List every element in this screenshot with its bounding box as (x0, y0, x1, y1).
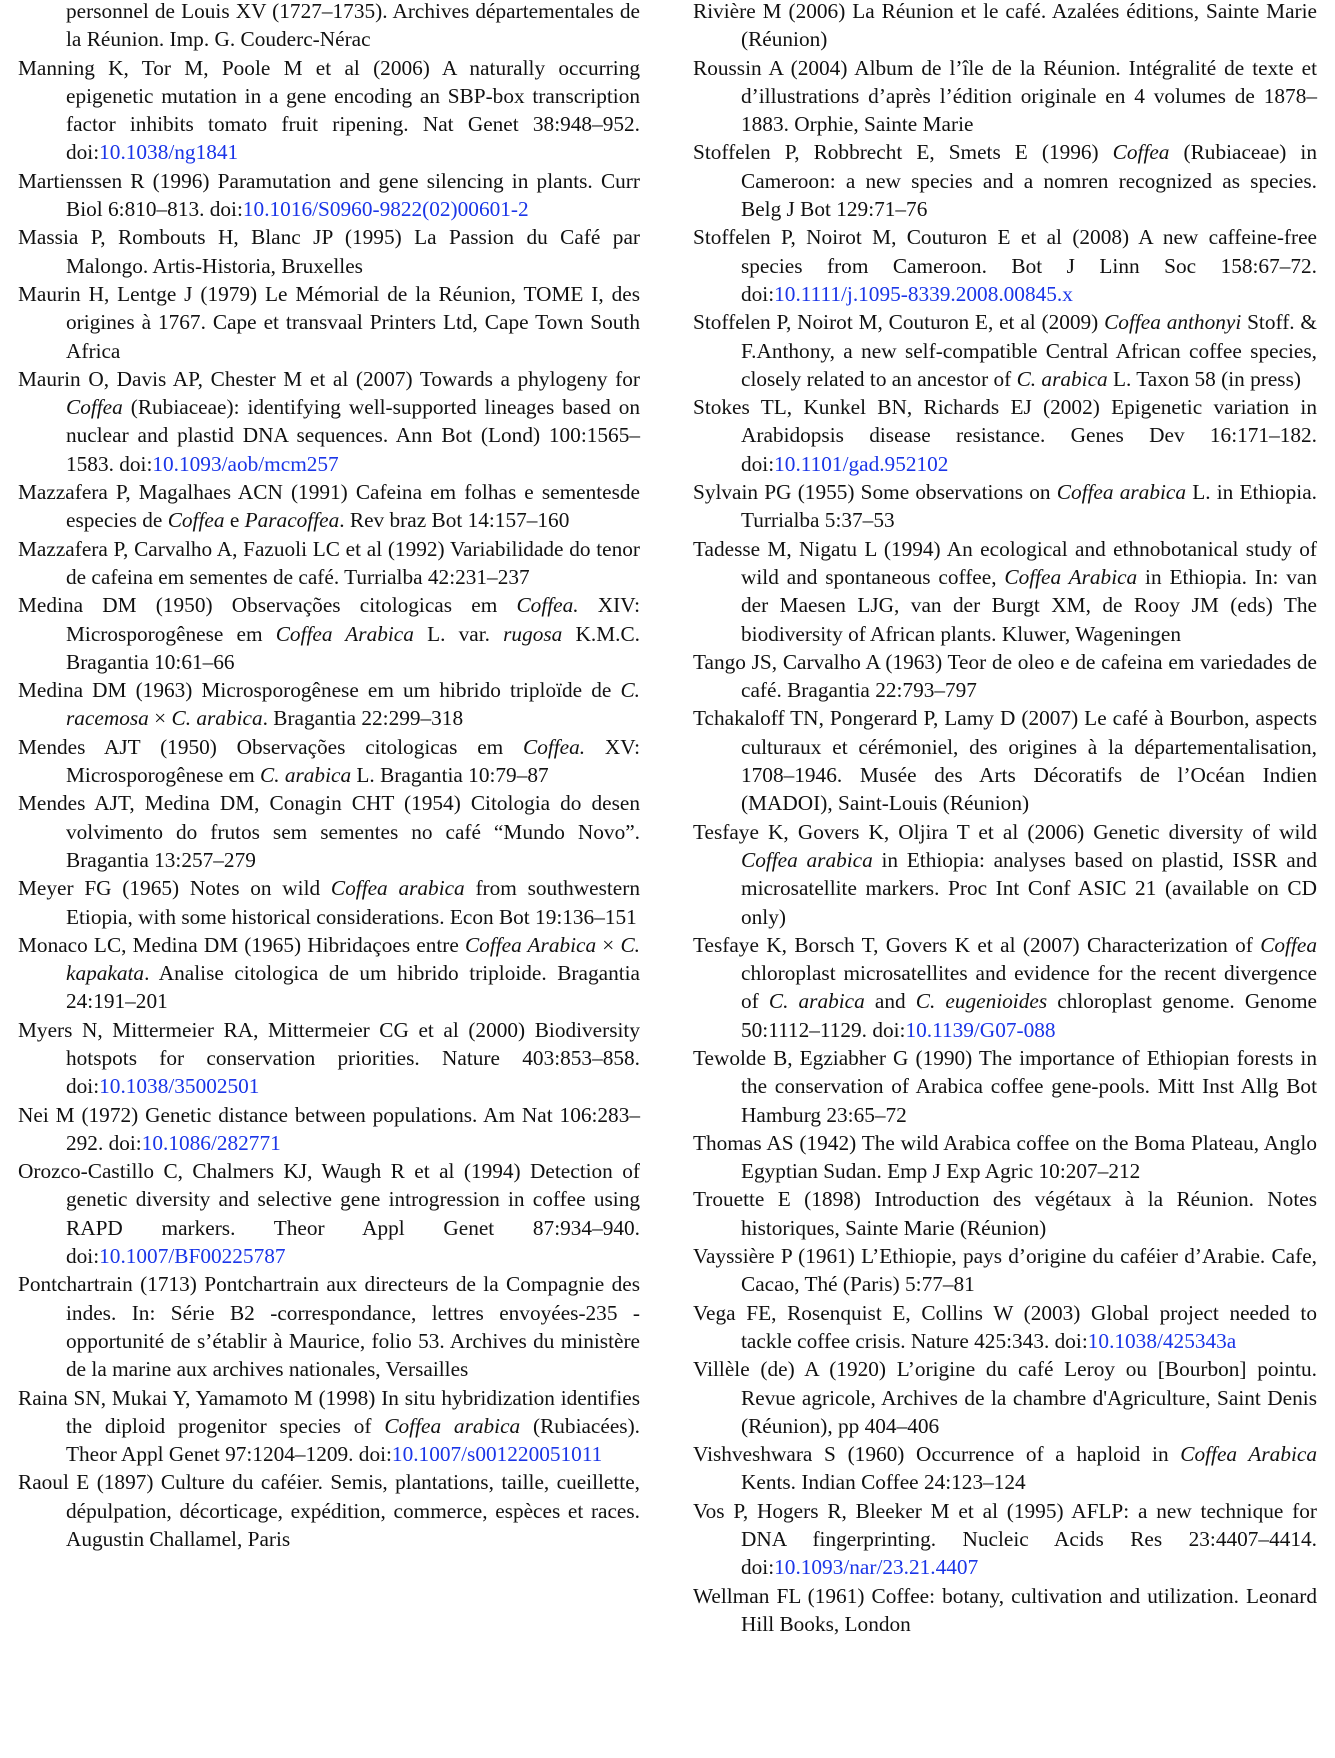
reference-text: Stokes TL, Kunkel BN, Richards EJ (2002) Epigenetic variation in Arabidopsis disease resistance. Genes Dev 16:171–182. doi: (693, 395, 1317, 476)
reference-text: Mendes AJT, Medina DM, Conagin CHT (1954) Citologia do desen volvimento do frutos sem sementes no café “Mundo Novo”. Bragantia 13:257–279 (18, 791, 640, 872)
reference-entry (18, 280, 640, 365)
italic-taxon-text: C. arabica (259, 763, 352, 788)
italic-taxon-text: Coffea. (516, 593, 579, 618)
italic-taxon-text: Coffea Arabica (1004, 564, 1138, 589)
reference-entry (18, 1468, 640, 1553)
doi-link[interactable]: 10.1111/j.1095-8339.2008.00845.x (774, 281, 1073, 306)
reference-entry (693, 1582, 1317, 1639)
italic-taxon-text: Coffea anthonyi (1104, 310, 1242, 335)
reference-text: Stoffelen P, Noirot M, Couturon E, et al (2009) (693, 310, 1105, 335)
reference-entry (18, 167, 640, 224)
reference-entry (18, 54, 640, 167)
reference-text: (Rubiaceae) in Cameroon: a new species and a nomren recognized as species. Belg J Bot 129:71–76 (741, 140, 1317, 222)
reference-text: Monaco LC, Medina DM (1965) Hibridaçoes entre (18, 932, 465, 957)
reference-text: XIV: Microsporogênese em (66, 593, 640, 646)
reference-text: personnel de Louis XV (1727–1735). Archives départementales de la Réunion. Imp. G. Couderc-Nérac (66, 0, 640, 52)
reference-entry (693, 1299, 1317, 1356)
reference-text: L. Taxon 58 (in press) (1107, 366, 1301, 391)
reference-entry (18, 223, 640, 280)
reference-entry (693, 1185, 1317, 1242)
reference-text: Roussin A (2004) Album de l’île de la Réunion. Intégralité de texte et d’illustrations d’après l’édition originale en 4 volumes de 1878–1883. Orphie, Sainte Marie (693, 55, 1317, 137)
reference-entry (693, 818, 1317, 931)
reference-text: Vishveshwara S (1960) Occurrence of a haploid in (693, 1442, 1181, 1467)
italic-taxon-text: C. eugenioides (915, 989, 1048, 1014)
reference-text: Stoff. & F.Anthony, a new self-compatible Central African coffee species, closely related to an ancestor of (741, 310, 1317, 391)
doi-link[interactable]: 10.1016/S0960-9822(02)00601-2 (242, 197, 529, 222)
reference-entry (18, 931, 640, 1016)
italic-taxon-text: Coffea Arabica (464, 932, 597, 957)
doi-link[interactable]: 10.1007/BF00225787 (99, 1244, 286, 1269)
reference-entry (693, 1440, 1317, 1497)
reference-entry (693, 1242, 1317, 1299)
doi-link[interactable]: 10.1093/nar/23.21.4407 (774, 1555, 979, 1580)
italic-taxon-text: C. racemosa (66, 678, 640, 731)
italic-taxon-text: C. arabica (171, 706, 263, 731)
reference-entry (693, 535, 1317, 648)
reference-text: L. Bragantia 10:79–87 (351, 763, 549, 788)
reference-entry (693, 393, 1317, 478)
reference-entry (18, 1157, 640, 1270)
reference-text: Medina DM (1950) Observações citologicas em (18, 593, 517, 618)
reference-text: Sylvain PG (1955) Some observations on (693, 480, 1057, 505)
reference-entry (693, 1129, 1317, 1186)
reference-text: . Rev braz Bot 14:157–160 (339, 508, 570, 533)
reference-entry (18, 874, 640, 931)
italic-taxon-text: C. arabica (768, 989, 865, 1014)
doi-link[interactable]: 10.1139/G07-088 (905, 1017, 1056, 1042)
reference-text: Trouette E (1898) Introduction des végétaux à la Réunion. Notes historiques, Sainte Marie (Réunion) (693, 1187, 1317, 1240)
reference-entry (18, 1101, 640, 1158)
reference-text: Tchakaloff TN, Pongerard P, Lamy D (2007) Le café à Bourbon, aspects culturaux et cérémoniel, des origines à la départementalisation, 1708–1946. Musée des Arts Décoratifs de l’Océan Indien (MADOI), Saint-Louis (Réunion) (693, 706, 1317, 816)
reference-entry (18, 535, 640, 592)
reference-text: Maurin H, Lentge J (1979) Le Mémorial de la Réunion, TOME I, des origines à 1767. Cape et transvaal Printers Ltd, Cape Town South Africa (18, 281, 640, 363)
reference-entry (693, 1044, 1317, 1129)
reference-text: Vayssière P (1961) L’Ethiopie, pays d’origine du caféier d’Arabie. Cafe, Cacao, Thé (Paris) 5:77–81 (693, 1244, 1317, 1297)
italic-taxon-text: Coffea (1112, 140, 1170, 165)
reference-text: Meyer FG (1965) Notes on wild (18, 876, 331, 901)
reference-text: chloroplast microsatellites and evidence for the recent divergence of (741, 961, 1317, 1014)
reference-text: Myers N, Mittermeier RA, Mittermeier CG et al (2000) Biodiversity hotspots for conservation priorities. Nature 403:853–858. doi: (18, 1017, 640, 1099)
reference-text: and (864, 989, 916, 1014)
reference-text: Mendes AJT (1950) Observações citologicas em (18, 734, 523, 759)
reference-text: . Analise citologica de um hibrido triploide. Bragantia 24:191–201 (66, 961, 640, 1014)
reference-text: in Ethiopia. In: van der Maesen LJG, van der Burgt XM, de Rooy JM (eds) The biodiversity of African plants. Kluwer, Wageningen (741, 564, 1317, 646)
reference-text: (Rubiaceae): identifying well-supported lineages based on nuclear and plastid DNA sequences. Ann Bot (Lond) 100:1565–1583. doi: (66, 395, 640, 476)
reference-text: Stoffelen P, Noirot M, Couturon E et al (2008) A new caffeine-free species from Cameroon. Bot J Linn Soc 158:67–72. doi: (693, 225, 1317, 306)
reference-text: Villèle (de) A (1920) L’origine du café Leroy ou [Bourbon] pointu. Revue agricole, Archives de la chambre d'Agriculture, Saint Denis (Réunion), pp 404–406 (693, 1357, 1317, 1438)
reference-entry (693, 54, 1317, 139)
reference-text: Vega FE, Rosenquist E, Collins W (2003) Global project needed to tackle coffee crisis. Nature 425:343. doi: (693, 1300, 1317, 1353)
reference-entry (18, 591, 640, 676)
reference-text: × (596, 932, 621, 957)
italic-taxon-text: C. kapakata (66, 932, 640, 986)
reference-entry (693, 478, 1317, 535)
reference-text: in Ethiopia: analyses based on plastid, ISSR and microsatellite markers. Proc Int Conf ASIC 21 (available on CD only) (741, 847, 1317, 929)
reference-entry (693, 308, 1317, 393)
reference-entry (693, 223, 1317, 308)
reference-text: XV: Microsporogênese em (66, 734, 640, 788)
reference-text: K.M.C. Bragantia 10:61–66 (66, 621, 640, 674)
italic-taxon-text: Coffea. (523, 734, 586, 759)
doi-link[interactable]: 10.1086/282771 (141, 1130, 281, 1155)
reference-text: Stoffelen P, Robbrecht E, Smets E (1996) (693, 140, 1113, 165)
reference-text: Mazzafera P, Magalhaes ACN (1991) Cafeina em folhas e sementesde especies de (18, 480, 640, 533)
reference-text: (Rubiacées). Theor Appl Genet 97:1204–1209. doi: (66, 1413, 640, 1467)
reference-text: Tesfaye K, Borsch T, Govers K et al (2007) Characterization of (693, 932, 1261, 957)
reference-text: Nei M (1972) Genetic distance between populations. Am Nat 106:283–292. doi: (18, 1102, 640, 1155)
italic-taxon-text: Coffea Arabica (275, 621, 414, 646)
reference-entry (18, 1016, 640, 1101)
reference-text: from southwestern Etiopia, with some historical considerations. Econ Bot 19:136–151 (66, 876, 640, 929)
reference-text: e (224, 508, 245, 533)
reference-text: Tadesse M, Nigatu L (1994) An ecological and ethnobotanical study of wild and spontaneous coffee, (693, 536, 1317, 589)
reference-text: . Bragantia 22:299–318 (262, 706, 464, 731)
reference-text: L. in Ethiopia. Turrialba 5:37–53 (741, 480, 1317, 533)
reference-text: Raina SN, Mukai Y, Yamamoto M (1998) In situ hybridization identifies the diploid progenitor species of (18, 1385, 640, 1438)
italic-taxon-text: Coffea Arabica (1180, 1442, 1317, 1467)
reference-text: × (148, 706, 172, 731)
italic-taxon-text: Coffea (1260, 932, 1317, 957)
italic-taxon-text: rugosa (503, 621, 563, 646)
reference-text: Tewolde B, Egziabher G (1990) The importance of Ethiopian forests in the conservation of Arabica coffee gene-pools. Mitt Inst Allg Bot Hamburg 23:65–72 (693, 1045, 1317, 1127)
doi-link[interactable]: 10.1038/ng1841 (99, 140, 239, 165)
doi-link[interactable]: 10.1007/s001220051011 (391, 1442, 603, 1467)
reference-text: Martienssen R (1996) Paramutation and gene silencing in plants. Curr Biol 6:810–813. doi: (18, 168, 640, 222)
references-right-column (693, 0, 1317, 1758)
reference-entry (693, 648, 1317, 705)
reference-entry (18, 676, 640, 733)
reference-text: Massia P, Rombouts H, Blanc JP (1995) La Passion du Café par Malongo. Artis-Historia, Bruxelles (18, 225, 640, 278)
reference-text: Pontchartrain (1713) Pontchartrain aux directeurs de la Compagnie des indes. In: Série B2 -correspondance, lettres envoyées-235 -opportunité de s’établir à Maurice, folio 53. Archives du ministère de la marine aux archives nationales, Versailles (18, 1272, 640, 1382)
reference-entry (18, 789, 640, 874)
italic-taxon-text: Coffea (167, 508, 225, 533)
reference-entry-continued (18, 0, 640, 54)
reference-text: Thomas AS (1942) The wild Arabica coffee on the Boma Plateau, Anglo Egyptian Sudan. Emp J Exp Agric 10:207–212 (693, 1130, 1317, 1184)
doi-link[interactable]: 10.1038/425343a (1087, 1328, 1237, 1353)
doi-link[interactable]: 10.1101/gad.952102 (774, 451, 949, 476)
italic-taxon-text: Paracoffea (244, 508, 340, 533)
reference-entry (693, 931, 1317, 1044)
reference-entry (693, 1497, 1317, 1582)
reference-entry (18, 733, 640, 790)
reference-text: Maurin O, Davis AP, Chester M et al (2007) Towards a phylogeny for (18, 366, 640, 391)
reference-entry (693, 704, 1317, 817)
reference-text: Manning K, Tor M, Poole M et al (2006) A naturally occurring epigenetic mutation in a gene encoding an SBP-box transcription factor inhibits tomato fruit ripening. Nat Genet 38:948–952. doi: (18, 55, 640, 165)
italic-taxon-text: C. arabica (1016, 366, 1108, 391)
reference-text: Kents. Indian Coffee 24:123–124 (741, 1470, 1026, 1495)
reference-entry (18, 478, 640, 535)
reference-text: chloroplast genome. Genome 50:1112–1129. doi: (741, 989, 1317, 1042)
reference-entry (18, 365, 640, 478)
italic-taxon-text: Coffea arabica (384, 1413, 521, 1438)
reference-text: Tango JS, Carvalho A (1963) Teor de oleo e de cafeina em variedades de café. Bragantia 22:793–797 (693, 649, 1317, 703)
italic-taxon-text: Coffea arabica (741, 847, 873, 872)
reference-text: Raoul E (1897) Culture du caféier. Semis, plantations, taille, cueillette, dépulpation, décorticage, expédition, commerce, espèces et races. Augustin Challamel, Paris (18, 1470, 640, 1552)
reference-text: Vos P, Hogers R, Bleeker M et al (1995) AFLP: a new technique for DNA fingerprinting. Nucleic Acids Res 23:4407–4414. doi: (693, 1498, 1317, 1580)
reference-text: Rivière M (2006) La Réunion et le café. Azalées éditions, Sainte Marie (Réunion) (693, 0, 1317, 52)
doi-link[interactable]: 10.1093/aob/mcm257 (152, 451, 339, 476)
reference-entry (693, 138, 1317, 223)
reference-entry (693, 1355, 1317, 1440)
doi-link[interactable]: 10.1038/35002501 (99, 1074, 260, 1099)
reference-text: Medina DM (1963) Microsporogênese em um hibrido triploïde de (18, 678, 621, 703)
italic-taxon-text: Coffea arabica (1056, 480, 1186, 505)
italic-taxon-text: Coffea arabica (330, 876, 465, 901)
reference-text: Wellman FL (1961) Coffee: botany, cultivation and utilization. Leonard Hill Books, London (693, 1583, 1317, 1636)
reference-text: Orozco-Castillo C, Chalmers KJ, Waugh R et al (1994) Detection of genetic diversity and selective gene introgression in coffee using RAPD markers. Theor Appl Genet 87:934–940. doi: (18, 1159, 640, 1269)
reference-entry (693, 0, 1317, 54)
reference-entry (18, 1270, 640, 1383)
italic-taxon-text: Coffea (66, 395, 123, 420)
references-left-column (18, 0, 640, 1758)
reference-text: L. var. (413, 621, 504, 646)
reference-text: Mazzafera P, Carvalho A, Fazuoli LC et al (1992) Variabilidade do tenor de cafeina em sementes de café. Turrialba 42:231–237 (18, 536, 640, 589)
reference-text: Tesfaye K, Govers K, Oljira T et al (2006) Genetic diversity of wild (693, 819, 1317, 844)
reference-entry (18, 1384, 640, 1469)
